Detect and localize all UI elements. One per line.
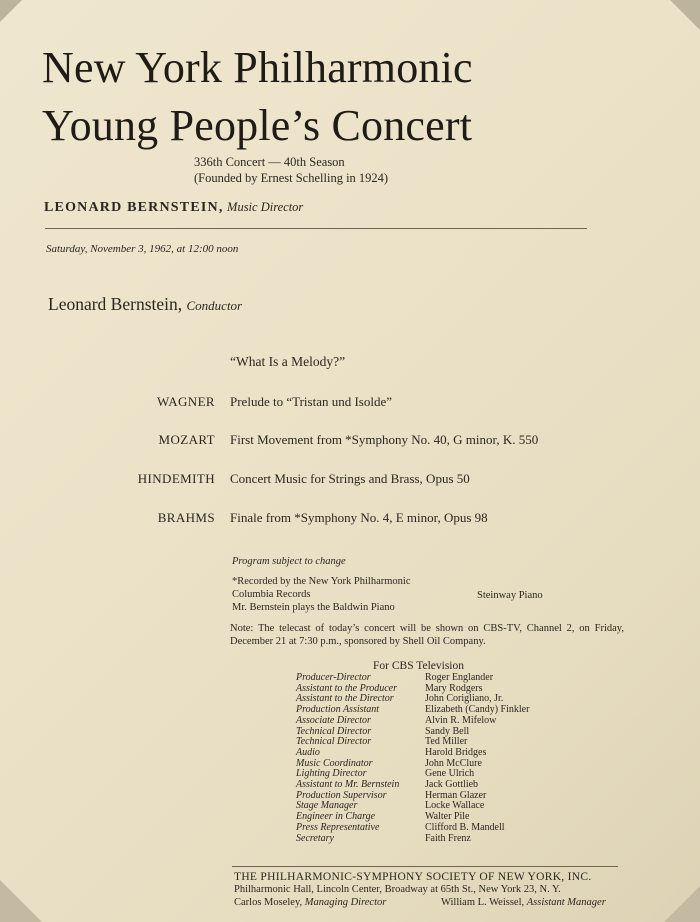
composer-wagner: WAGNER bbox=[156, 394, 215, 409]
cbs-credits bbox=[296, 673, 529, 844]
credit-role: Stage Manager bbox=[296, 800, 358, 812]
title-line-1: New York Philharmonic bbox=[42, 43, 473, 92]
assistant-manager-role: Assistant Manager bbox=[526, 897, 606, 908]
credit-name: Herman Glazer bbox=[425, 789, 487, 801]
telecast-note: Note: The telecast of today’s concert will be shown on CBS-TV, Channel 2, on Friday, December 21 at 7:30 p.m., sponsored by Shell Oil Company. bbox=[230, 623, 624, 647]
music-director-name: LEONARD BERNSTEIN, bbox=[44, 200, 224, 215]
credit-role: Technical Director bbox=[296, 736, 372, 748]
credit-role: Associate Director bbox=[296, 714, 371, 726]
cbs-heading: For CBS Television bbox=[373, 660, 464, 672]
society-address: Philharmonic Hall, Lincoln Center, Broadway at 65th St., New York 23, N. Y. bbox=[234, 884, 561, 895]
credit-role: Assistant to Mr. Bernstein bbox=[296, 779, 400, 791]
program-subject-to-change: Program subject to change bbox=[232, 556, 346, 567]
credit-role: Secretary bbox=[296, 832, 334, 844]
credit-row bbox=[296, 834, 529, 845]
credit-name: Harold Bridges bbox=[425, 746, 487, 758]
credit-name: Walter Pile bbox=[425, 811, 470, 823]
managing-director-role: Managing Director bbox=[304, 897, 387, 908]
conductor-role: Conductor bbox=[186, 298, 243, 313]
credit-name: Roger Englander bbox=[425, 672, 494, 683]
concert-date: Saturday, November 3, 1962, at 12:00 noon bbox=[46, 243, 239, 255]
credit-role: Technical Director bbox=[296, 725, 372, 737]
header-rule bbox=[45, 228, 587, 229]
credit-role: Engineer in Charge bbox=[296, 811, 376, 823]
credit-role: Lighting Director bbox=[296, 768, 367, 780]
recording-line-1: *Recorded by the New York Philharmonic bbox=[232, 576, 411, 587]
credit-name: Gene Ulrich bbox=[425, 768, 475, 780]
recording-line-3: Mr. Bernstein plays the Baldwin Piano bbox=[232, 602, 395, 613]
credit-name: John McClure bbox=[425, 757, 482, 769]
society-name: THE PHILHARMONIC-SYMPHONY SOCIETY OF NEW YORK, INC. bbox=[234, 871, 592, 883]
composer-hindemith: HINDEMITH bbox=[137, 471, 215, 486]
recording-line-2: Columbia Records bbox=[232, 589, 311, 600]
credit-name: Faith Frenz bbox=[425, 832, 471, 844]
composer-mozart: MOZART bbox=[158, 432, 215, 447]
assistant-manager bbox=[441, 897, 606, 908]
credit-role: Audio bbox=[296, 746, 320, 758]
corner-fold-bottom-right bbox=[664, 886, 700, 922]
credit-role: Producer-Director bbox=[296, 672, 371, 683]
credit-role: Assistant to the Director bbox=[296, 693, 394, 705]
managing-director bbox=[234, 897, 386, 908]
credit-name: Alvin R. Mifelow bbox=[425, 714, 497, 726]
managing-director-name: Carlos Moseley, bbox=[234, 897, 303, 908]
founded-line: (Founded by Ernest Schelling in 1924) bbox=[194, 171, 389, 185]
credit-name: Jack Gottlieb bbox=[425, 779, 479, 791]
credit-name: Clifford B. Mandell bbox=[425, 821, 505, 833]
credit-role: Production Supervisor bbox=[296, 789, 387, 801]
concert-number: 336th Concert — 40th Season bbox=[194, 155, 345, 169]
work-hindemith: Concert Music for Strings and Brass, Opus 50 bbox=[230, 471, 470, 486]
credit-role: Assistant to the Producer bbox=[296, 682, 398, 694]
credit-role: Production Assistant bbox=[296, 704, 380, 716]
conductor bbox=[48, 294, 242, 315]
credit-role: Music Coordinator bbox=[296, 757, 373, 769]
credit-row bbox=[296, 737, 529, 748]
composer-brahms: BRAHMS bbox=[157, 510, 215, 525]
assistant-manager-name: William L. Weissel, bbox=[441, 897, 525, 908]
footer-rule bbox=[232, 866, 618, 867]
credit-name: Mary Rodgers bbox=[425, 682, 483, 694]
music-director-role: Music Director bbox=[227, 200, 304, 214]
title-line-2: Young People’s Concert bbox=[42, 101, 473, 150]
program-title: “What Is a Melody?” bbox=[230, 354, 346, 369]
credit-name: John Corigliano, Jr. bbox=[425, 693, 504, 705]
credit-role: Press Representative bbox=[296, 821, 380, 833]
work-mozart: First Movement from *Symphony No. 40, G minor, K. 550 bbox=[230, 432, 539, 447]
credit-row bbox=[296, 716, 529, 727]
credit-name: Locke Wallace bbox=[425, 800, 485, 812]
corner-fold-top-left bbox=[0, 0, 22, 22]
corner-fold-top-right bbox=[670, 0, 700, 30]
work-brahms: Finale from *Symphony No. 4, E minor, Opus 98 bbox=[230, 510, 488, 525]
steinway-piano: Steinway Piano bbox=[477, 590, 543, 601]
conductor-name: Leonard Bernstein, bbox=[48, 294, 183, 314]
music-director bbox=[44, 200, 303, 216]
credit-name: Sandy Bell bbox=[425, 725, 470, 737]
corner-fold-bottom-left bbox=[0, 880, 42, 922]
credit-name: Ted Miller bbox=[425, 736, 468, 748]
work-wagner: Prelude to “Tristan und Isolde” bbox=[230, 394, 392, 409]
credit-name: Elizabeth (Candy) Finkler bbox=[425, 704, 530, 716]
credit-row bbox=[296, 823, 529, 834]
